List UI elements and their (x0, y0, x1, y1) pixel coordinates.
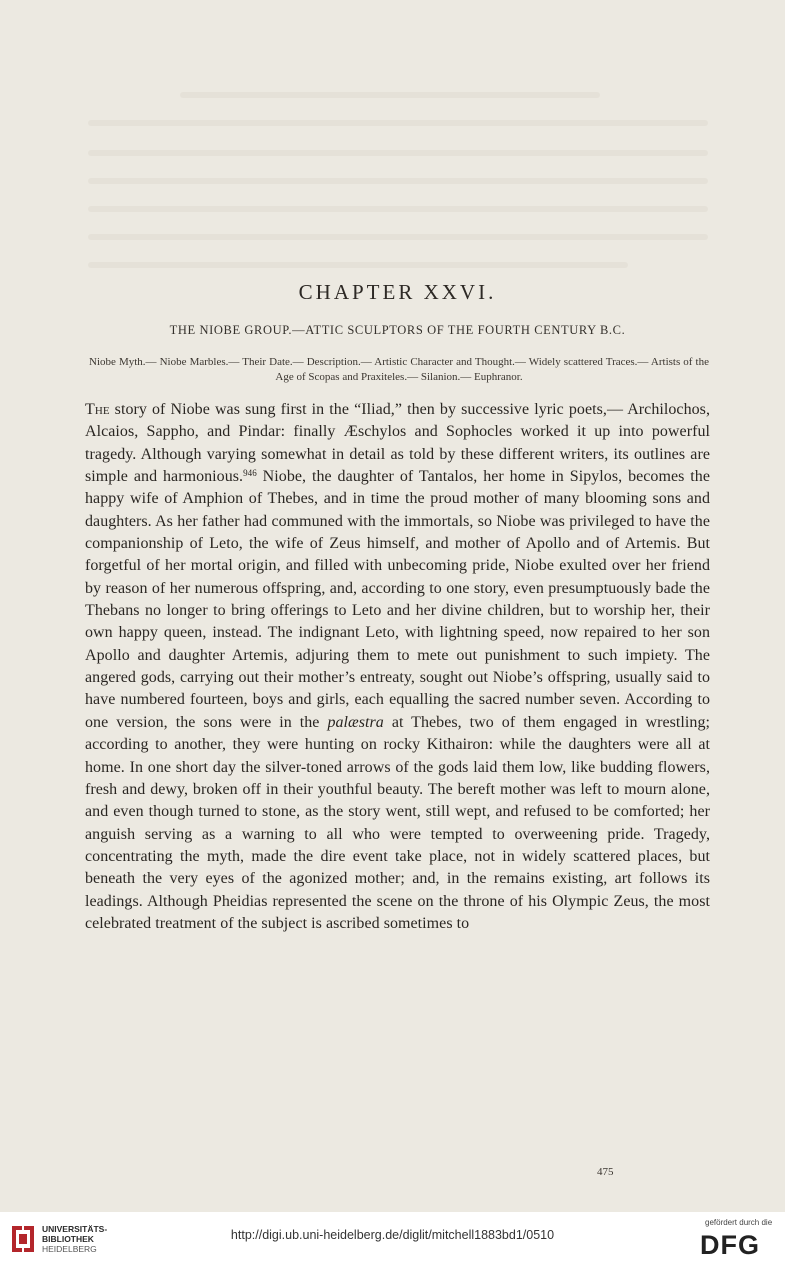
bleed-through (88, 206, 708, 212)
bleed-through (88, 150, 708, 156)
institution-line: HEIDELBERG (42, 1244, 97, 1254)
institution-line: BIBLIOTHEK (42, 1234, 94, 1244)
page-url-link[interactable]: http://digi.ub.uni-heidelberg.de/diglit/mitchell1883bd1/0510 (230, 1228, 555, 1242)
bleed-through (88, 234, 708, 240)
body-text-part-2: Niobe, the daughter of Tantalos, her home in Sipylos, becomes the happy wife of Amphion of Thebes, and in time the proud mother of many blooming sons and daughters. As her father had communed with the immortals, so Niobe was privileged to have the companionship of Leto, the wife of Zeus himself, and mother of Apollo and of Artemis. But forgetful of her mortal origin, and filled with unbecoming pride, Niobe exulted over her friend by reason of her numerous offspring, and, according to one story, even presumptuously bade the Thebans no longer to bring offerings to Leto and her divine children, but to worship her, their own happy queen, instead. The indignant Leto, with lightning speed, now repaired to her son Apollo and daughter Artemis, adjuring them to mete out punishment to such impiety. The angered gods, carrying out their mother’s entreaty, sought out Niobe’s offspring, usually said to have numbered fourteen, boys and girls, each equalling the sacred number seven. According to one version, the sons were in the (85, 468, 710, 731)
bleed-through (88, 120, 708, 126)
footnote-reference: 946 (243, 468, 257, 479)
institution-line: UNIVERSITÄTS- (42, 1224, 108, 1234)
page-number: 475 (597, 1166, 614, 1178)
page-content (85, 280, 710, 935)
chapter-synopsis: Niobe Myth.— Niobe Marbles.— Their Date.— Description.— Artistic Character and Thought.— Widely scattered Traces.— Artists of the Age of Scopas and Praxiteles.— Silanion.— Euphranor. (89, 356, 709, 383)
bleed-through (88, 178, 708, 184)
body-paragraph (85, 399, 710, 935)
italic-term: palæstra (327, 713, 384, 731)
funded-by-caption: gefördert durch die (705, 1218, 773, 1227)
first-word: The (85, 401, 110, 418)
chapter-title: CHAPTER XXVI. (298, 280, 497, 304)
chapter-subtitle: THE NIOBE GROUP.—ATTIC SCULPTORS OF THE FOURTH CENTURY B.C. (169, 323, 626, 337)
body-text-part-3: at Thebes, two of them engaged in wrestling; according to another, they were hunting on rocky Kithairon: while the daughters were all at home. In one short day the silver-toned arrows of the gods laid them low, like budding flowers, fresh and dewy, broken off in their youthful beauty. The bereft mother was left to mourn alone, and even though turned to stone, as the story went, still wept, and refused to be comforted; her anguish serving as a warning to all who were tempted to overweening pride. Tragedy, concentrating the myth, made the dire event take place, not in widely scattered places, but beneath the very eyes of the agonized mother; and, in the remains existing, art follows its leadings. Although Pheidias represented the scene on the throne of his Olympic Zeus, the most celebrated treatment of the subject is ascribed sometimes to (85, 713, 710, 932)
dfg-logo-icon[interactable]: DFG (700, 1230, 760, 1260)
bleed-through (88, 262, 628, 268)
bleed-through (180, 92, 600, 98)
body-text-part-1: story of Niobe was sung first in the “Iliad,” then by successive lyric poets,— Archilochos, Alcaios, Sappho, and Pindar: finally Æschylos and Sophocles worked it up into powerful tragedy. Although varying somewhat in detail as told by these different writers, its outlines are simple and harmonious. (85, 401, 710, 486)
